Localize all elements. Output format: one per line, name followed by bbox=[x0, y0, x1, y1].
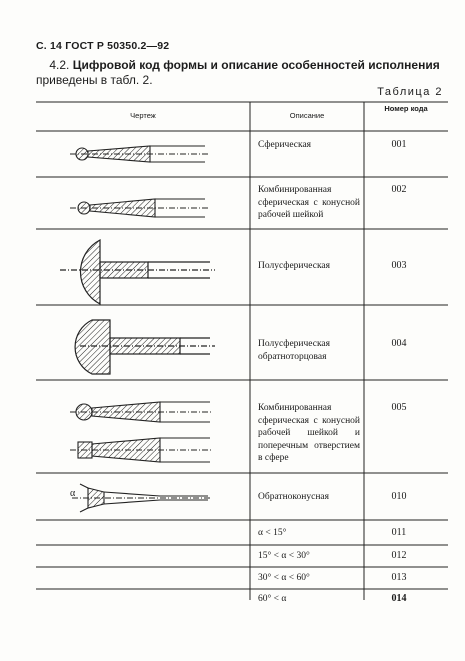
drawing-004-hemispherical-reverse bbox=[75, 320, 215, 374]
table-caption: Таблица 2 bbox=[377, 86, 443, 98]
page-header: С. 14 ГОСТ Р 50350.2—92 bbox=[36, 40, 170, 52]
row-011-description: α < 15° bbox=[258, 528, 287, 538]
row-013-description: 30° < α < 60° bbox=[258, 573, 310, 583]
row-005-code: 005 bbox=[391, 402, 407, 413]
row-014-code: 014 bbox=[391, 593, 407, 604]
row-001-code: 001 bbox=[391, 139, 407, 150]
column-header-code: Номер кода bbox=[384, 104, 428, 113]
drawing-010-inverted-cone bbox=[72, 484, 212, 512]
clause-number: 4.2. bbox=[49, 58, 70, 72]
angle-label: α bbox=[70, 488, 76, 499]
row-012-description: 15° < α < 30° bbox=[258, 551, 310, 561]
row-014-description: 60° < α bbox=[258, 594, 287, 604]
row-013-code: 013 bbox=[391, 572, 407, 583]
row-002-description: Комбинированная сферическая с конусной рабочей шейкой bbox=[258, 185, 360, 220]
column-header-description: Описание bbox=[289, 111, 325, 120]
row-012-code: 012 bbox=[391, 550, 407, 561]
row-001-description: Сферическая bbox=[258, 140, 312, 150]
clause-bold-text: Цифровой код формы и описание особенностей исполнения bbox=[72, 58, 440, 72]
row-002-code: 002 bbox=[391, 184, 407, 195]
clause-rest-text: приведены в табл. 2. bbox=[36, 73, 153, 87]
drawing-001-spherical bbox=[70, 146, 210, 162]
row-003-code: 003 bbox=[391, 260, 407, 271]
row-003-description: Полусферическая bbox=[258, 261, 331, 271]
drawing-003-hemispherical bbox=[60, 240, 215, 304]
drawing-002-combined bbox=[70, 199, 210, 217]
row-004-description: Полусферическая обратноторцовая bbox=[258, 339, 331, 362]
drawing-005-cross-hole bbox=[70, 402, 212, 462]
row-005-description: Комбинированная сферическая с конусной рабочей шейкой и поперечным отверстием в сфере bbox=[258, 403, 360, 463]
row-011-code: 011 bbox=[391, 527, 407, 538]
row-010-description: Обратноконусная bbox=[258, 492, 330, 502]
row-010-code: 010 bbox=[391, 491, 407, 502]
column-header-drawing: Чертеж bbox=[130, 111, 156, 120]
row-004-code: 004 bbox=[391, 338, 407, 349]
